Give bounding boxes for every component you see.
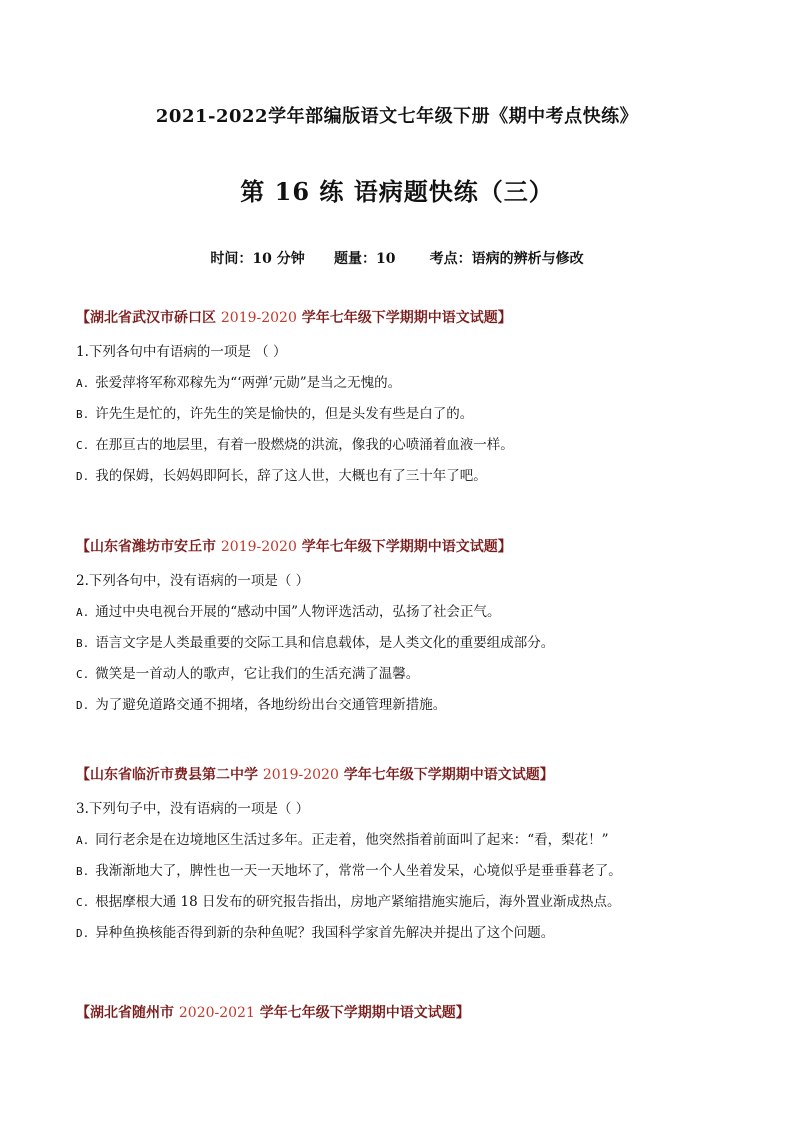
option-b	[76, 856, 736, 887]
question-block-2	[76, 535, 736, 721]
option-letter: A.	[76, 377, 90, 390]
option-letter: B.	[76, 865, 90, 878]
source-year: 2020-2021	[178, 1005, 255, 1021]
source-suffix: 学年七年级下学期期中语文试题】	[254, 1005, 470, 1021]
option-letter: B.	[76, 637, 90, 650]
question-source	[76, 306, 736, 330]
question-block-1	[76, 306, 736, 492]
option-letter: C.	[76, 668, 90, 681]
option-text: 我渐渐地大了，脾性也一天一天地坏了，常常一个人坐着发呆，心境似乎是垂垂暮老了。	[95, 863, 622, 879]
option-letter: B.	[76, 408, 90, 421]
option-text: 微笑是一首动人的歌声，它让我们的生活充满了温馨。	[95, 666, 420, 682]
question-source	[76, 535, 736, 559]
option-letter: C.	[76, 896, 90, 909]
option-text: 语言文字是人类最重要的交际工具和信息载体，是人类文化的重要组成部分。	[95, 635, 555, 651]
question-stem: 3.下列句子中，没有语病的一项是（ ）	[76, 801, 310, 817]
source-year: 2019-2020	[220, 539, 297, 555]
question-source	[76, 763, 736, 787]
source-suffix: 学年七年级下学期期中语文试题】	[338, 767, 554, 783]
option-c	[76, 887, 736, 918]
option-b	[76, 628, 736, 659]
source-year: 2019-2020	[220, 310, 297, 326]
option-text: 根据摩根大通 18 日发布的研究报告指出，房地产紧缩措施实施后，海外置业渐成热点。	[95, 894, 621, 910]
option-text: 为了避免道路交通不拥堵，各地纷纷出台交通管理新措施。	[95, 697, 447, 713]
option-text: 我的保姆，长妈妈即阿长，辞了这人世，大概也有了三十年了吧。	[95, 468, 487, 484]
question-block-4	[76, 1001, 736, 1025]
option-text: 许先生是忙的，许先生的笑是愉快的，但是头发有些是白了的。	[95, 406, 474, 422]
option-a	[76, 597, 736, 628]
option-d	[76, 690, 736, 721]
source-suffix: 学年七年级下学期期中语文试题】	[296, 310, 512, 326]
option-d	[76, 461, 736, 492]
source-prefix: 【山东省临沂市费县第二中学	[76, 767, 263, 783]
option-b	[76, 399, 736, 430]
question-block-3	[76, 763, 736, 949]
option-letter: D.	[76, 470, 90, 483]
option-d	[76, 918, 736, 949]
exercise-info: 时间：10 分钟 题量：10 考点：语病的辨析与修改	[210, 251, 584, 267]
source-prefix: 【湖北省随州市	[76, 1005, 179, 1021]
source-prefix: 【湖北省武汉市硚口区	[76, 310, 221, 326]
option-letter: D.	[76, 927, 90, 940]
source-year: 2019-2020	[262, 767, 339, 783]
option-letter: D.	[76, 699, 90, 712]
option-text: 通过中央电视台开展的“感动中国”人物评选活动，弘扬了社会正气。	[95, 604, 501, 620]
question-stem: 1.下列各句中有语病的一项是 （ ）	[76, 344, 287, 360]
question-stem: 2.下列各句中，没有语病的一项是（ ）	[76, 573, 310, 589]
option-letter: A.	[76, 606, 90, 619]
option-letter: A.	[76, 834, 90, 847]
question-source	[76, 1001, 736, 1025]
option-text: 异种鱼换核能否得到新的杂种鱼呢？我国科学家首先解决并提出了这个问题。	[95, 925, 555, 941]
option-c	[76, 430, 736, 461]
option-text: 在那亘古的地层里，有着一股燃烧的洪流，像我的心喷涌着血液一样。	[95, 437, 514, 453]
option-a	[76, 368, 736, 399]
option-c	[76, 659, 736, 690]
option-text: 同行老余是在边境地区生活过多年。正走着，他突然指着前面叫了起来：“看，梨花！”	[95, 832, 609, 848]
option-text: 张爱萍将军称邓稼先为“‘两弹’元勋”是当之无愧的。	[95, 375, 402, 391]
option-a	[76, 825, 736, 856]
series-title: 2021-2022学年部编版语文七年级下册《期中考点快练》	[155, 106, 639, 127]
source-prefix: 【山东省潍坊市安丘市	[76, 539, 221, 555]
lesson-title: 第 16 练 语病题快练（三）	[240, 177, 554, 206]
source-suffix: 学年七年级下学期期中语文试题】	[296, 539, 512, 555]
option-letter: C.	[76, 439, 90, 452]
